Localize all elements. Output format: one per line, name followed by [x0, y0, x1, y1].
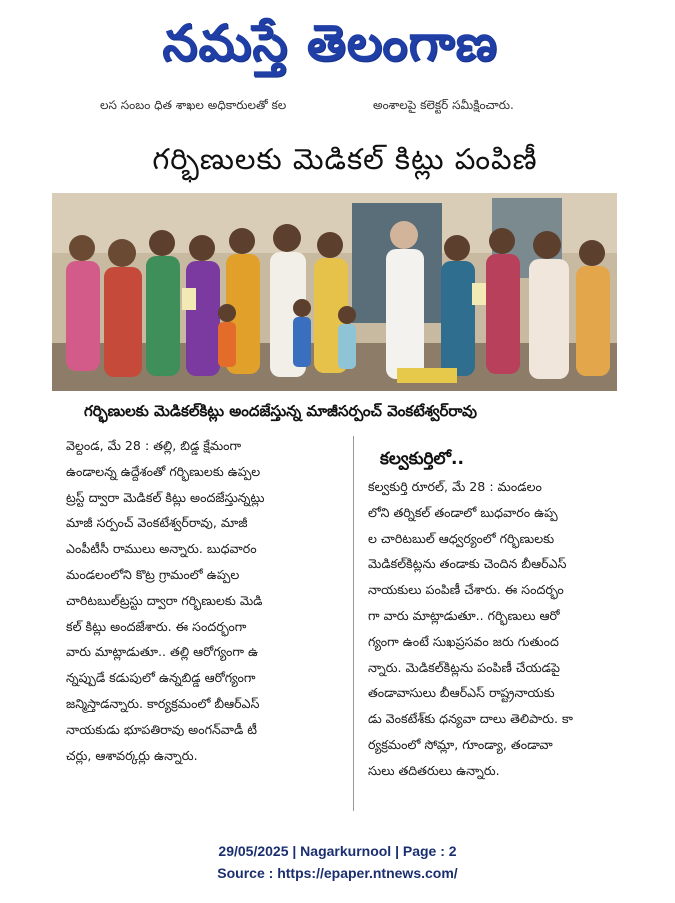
article-line: ట్రస్ట్ ద్వారా మెడికల్ కిట్లు అందజేస్తున్నట్లు: [66, 489, 265, 505]
article-line: డు వెంకటేశ్‌కు ధన్యవా దాలు తెలిపారు. కా: [368, 711, 573, 727]
article-line: మాజీ సర్పంచ్ వెంకటేశ్వర్‌రావు, మాజీ: [66, 515, 248, 531]
photo-caption: గర్భిణులకు మెడికల్‌కిట్లు అందజేస్తున్న మాజీసర్పంచ్ వెంకటేశ్వర్‌రావు: [84, 402, 477, 420]
group-photo-illustration: [52, 193, 617, 391]
article-line: లోని తర్నికల్ తండాలో బుధవారం ఉప్ప: [368, 504, 558, 520]
article-line: సులు తదితరులు ఉన్నారు.: [368, 762, 500, 778]
article-line: ఎంపీటీసీ రాములు అన్నారు. బుధవారం: [66, 541, 257, 557]
article-line: గ్యంగా ఉంటే సుఖప్రసవం జరు గుతుంద: [368, 633, 559, 649]
article-line: జన్మిస్తాడన్నారు. కార్యక్రమంలో బీఆర్‌ఎస్: [66, 695, 260, 711]
article-line: ఉండాలన్న ఉద్దేశంతో గర్భిణులకు ఉప్పల: [66, 463, 261, 479]
article-line: మెడికల్‌కిట్లను తండాకు చెందిన బీఆర్‌ఎస్: [368, 556, 567, 572]
article-line: చర్లు, ఆశావర్కర్లు ఉన్నారు.: [66, 747, 198, 763]
article-line: కల్ కిట్లు అందజేశారు. ఈ సందర్భంగా: [66, 618, 247, 634]
footer-date-edition: 29/05/2025 | Nagarkurnool | Page : 2: [218, 843, 457, 859]
newspaper-masthead: నమస్తే తెలంగాణ: [162, 14, 498, 72]
article-line: తండావాసులు బీఆర్‌ఎస్ రాష్ట్రనాయకు: [368, 685, 555, 701]
article-line: నాయకులు పంపిణీ చేశారు. ఈ సందర్భం: [368, 582, 564, 598]
right-article-column: [368, 474, 640, 784]
clipped-previous-article-right: అంశాలపై కలెక్టర్ సమీక్షించారు.: [373, 98, 514, 112]
article-line: గా వారు మాట్లాడుతూ.. గర్భిణులు ఆరో: [368, 607, 560, 623]
clipped-previous-article-left: లస సంబం ధిత శాఖల అధికారులతో కల: [100, 98, 287, 112]
right-article-subhead: కల్వకుర్తిలో..: [380, 449, 464, 469]
article-line: న్నప్పుడే కడుపులో ఉన్నబిడ్డ ఆరోగ్యంగా: [66, 670, 256, 686]
article-line: వారు మాట్లాడుతూ.. తల్లి ఆరోగ్యంగా ఉ: [66, 644, 259, 660]
article-line: వెల్దండ, మే 28 : తల్లి, బిడ్డ క్షేమంగా: [66, 438, 242, 453]
column-divider: [353, 436, 354, 811]
article-line: ల చారిటబుల్ ఆధ్వర్యంలో గర్భిణులకు: [368, 530, 555, 546]
article-line: ర్యక్రమంలో సోమ్లా, గూండ్యా, తండావా: [368, 736, 553, 752]
footer-source: Source : https://epaper.ntnews.com/: [217, 865, 458, 881]
left-article-column: [66, 433, 348, 768]
article-line: మండలంలోని కొట్ర గ్రామంలో ఉప్పల: [66, 566, 240, 582]
news-photo: [52, 193, 617, 391]
article-headline: గర్భిణులకు మెడికల్ కిట్లు పంపిణీ: [152, 142, 538, 176]
article-line: నాయకుడు భూపతిరావు అంగన్‌వాడీ టీ: [66, 721, 258, 737]
article-line: కల్వకుర్తి రూరల్, మే 28 : మండలం: [368, 479, 542, 494]
article-line: న్నారు. మెడికల్‌కిట్లను పంపిణీ చేయడపై: [368, 659, 560, 675]
article-line: చారిటబుల్‌ట్రస్టు ద్వారా గర్భిణులకు మెడి: [66, 592, 263, 608]
